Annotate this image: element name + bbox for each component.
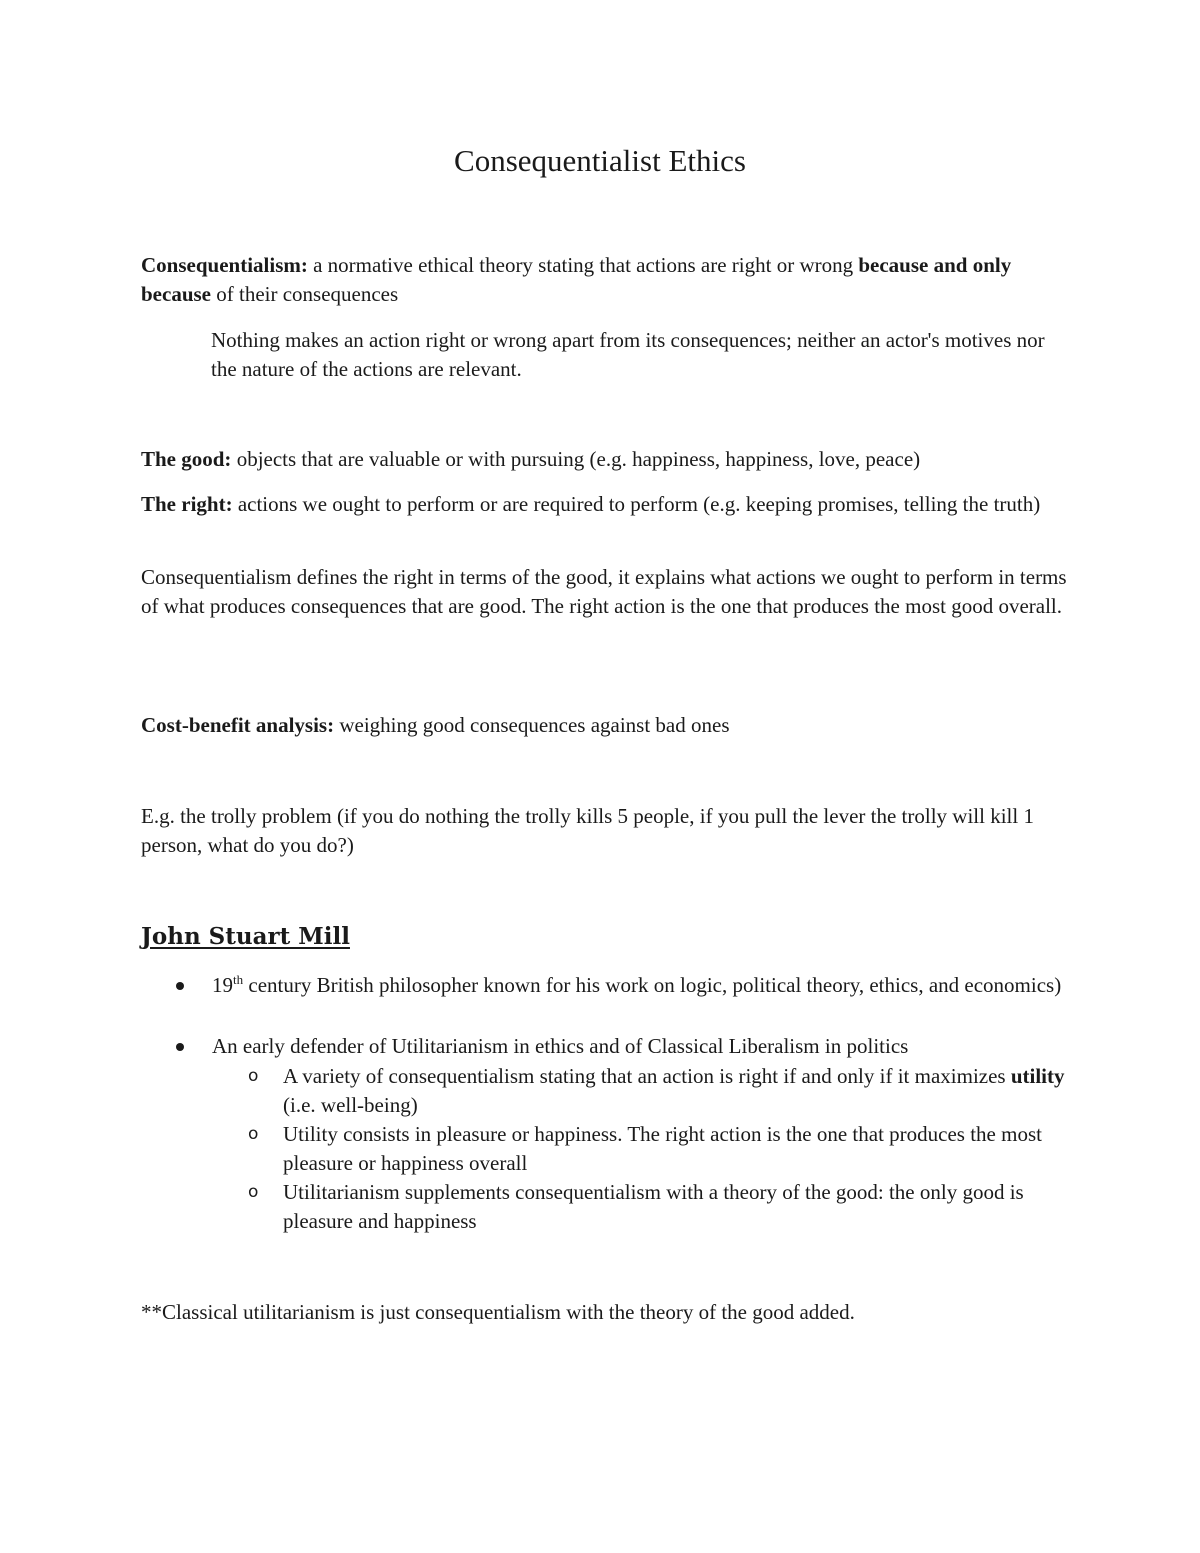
mill-heading: John Stuart Mill [141,923,350,950]
circle-bullet-icon: o [248,1124,259,1144]
good-term: The good: [141,447,232,471]
right-definition [141,490,1071,519]
explanation-paragraph: Consequentialism defines the right in terms of the good, it explains what actions we ought to perform in terms of what produces consequences that are good. The right action is the one that produces the most good overall. [141,565,1067,618]
trolley-example: E.g. the trolly problem (if you do nothing the trolly kills 5 people, if you pull the lever the trolly will kill 1 person, what do you do?) [141,804,1034,857]
page-title: Consequentialist Ethics [454,143,746,178]
bullet-icon [176,982,184,990]
consequentialism-definition [141,251,1071,309]
good-text: objects that are valuable or with pursuing (e.g. happiness, happiness, love, peace) [231,447,921,471]
definition-term: Consequentialism: [141,253,308,277]
bullet1-superscript: th [233,972,244,987]
circle-bullet-icon: o [248,1182,259,1202]
right-term: The right: [141,492,233,516]
sub1-post: (i.e. well-being) [283,1093,418,1117]
cost-benefit-term: Cost-benefit analysis: [141,713,335,737]
bullet1-post: century British philosopher known for his work on logic, political theory, ethics, and economics) [243,973,1062,997]
bullet-icon [176,1043,184,1051]
right-text: actions we ought to perform or are required to perform (e.g. keeping promises, telling the truth) [232,492,1041,516]
definition-note: Nothing makes an action right or wrong apart from its consequences; neither an actor's motives nor the nature of the actions are relevant. [211,328,1045,381]
bullet1-pre: 19 [212,973,233,997]
definition-text-a: a normative ethical theory stating that actions are right or wrong [307,253,859,277]
sub1-bold: utility [1010,1064,1065,1088]
good-definition [141,445,1071,474]
definition-emphasis: because and only because [141,253,1012,306]
footer-note: **Classical utilitarianism is just consequentialism with the theory of the good added. [141,1300,855,1324]
sub-item-text: Utility consists in pleasure or happiness. The right action is the one that produces the most pleasure or happiness overall [283,1122,1042,1175]
circle-bullet-icon: o [248,1066,259,1086]
cost-benefit-definition [141,711,1071,740]
sub1-pre: A variety of consequentialism stating that an action is right if and only if it maximizes [283,1064,1011,1088]
sub-item-text: Utilitarianism supplements consequentialism with a theory of the good: the only good is pleasure and happiness [283,1180,1024,1233]
definition-text-b: of their consequences [211,282,399,306]
sub-item-text [283,1062,1073,1120]
bullet-text [212,971,1072,1000]
cost-benefit-text: weighing good consequences against bad ones [334,713,730,737]
bullet-text: An early defender of Utilitarianism in ethics and of Classical Liberalism in politics [212,1034,909,1058]
